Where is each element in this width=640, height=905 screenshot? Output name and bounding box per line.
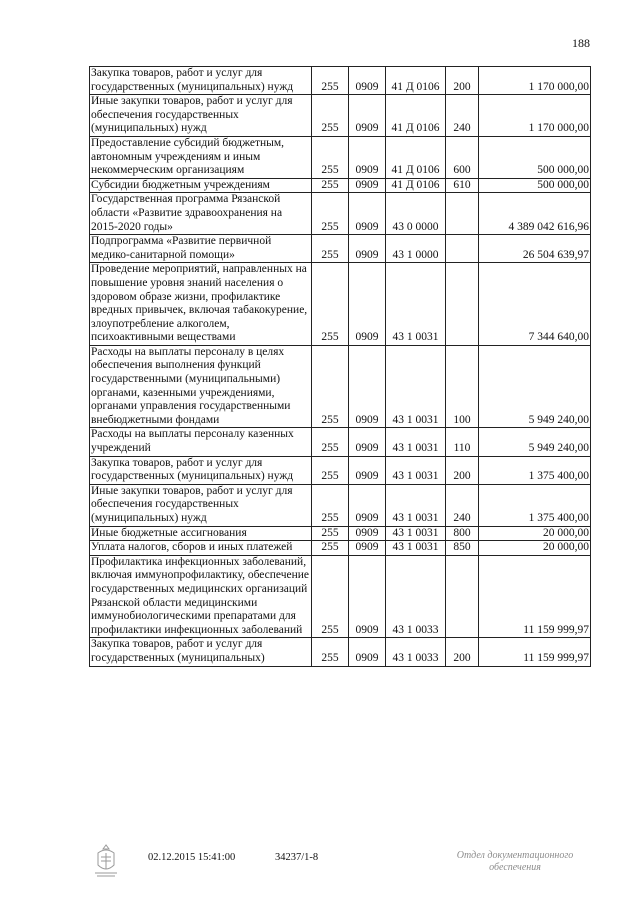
target-article-code-cell: 41 Д 0106 (386, 178, 446, 193)
admin-code-cell: 255 (312, 263, 349, 346)
table-row (90, 555, 591, 638)
table-row (90, 235, 591, 263)
amount-cell: 26 504 639,97 (479, 235, 591, 263)
amount-cell: 1 170 000,00 (479, 67, 591, 95)
expense-type-code-cell: 200 (446, 67, 479, 95)
section-code-cell: 0909 (349, 428, 386, 456)
amount-cell: 4 389 042 616,96 (479, 193, 591, 235)
expense-type-code-cell: 240 (446, 484, 479, 526)
item-name-cell: Иные закупки товаров, работ и услуг для обеспечения государственных (муниципальных) нужд (90, 95, 312, 137)
table-row (90, 136, 591, 178)
amount-cell: 1 375 400,00 (479, 484, 591, 526)
item-name-cell: Государственная программа Рязанской области «Развитие здравоохранения на 2015-2020 годы» (90, 193, 312, 235)
target-article-code-cell: 43 0 0000 (386, 193, 446, 235)
table-row (90, 638, 591, 666)
expense-type-code-cell: 600 (446, 136, 479, 178)
table-row (90, 526, 591, 541)
section-code-cell: 0909 (349, 638, 386, 666)
admin-code-cell: 255 (312, 456, 349, 484)
amount-cell: 20 000,00 (479, 541, 591, 556)
footer-date: 02.12.2015 15:41:00 (148, 852, 236, 863)
amount-cell: 5 949 240,00 (479, 428, 591, 456)
section-code-cell: 0909 (349, 193, 386, 235)
item-name-cell: Расходы на выплаты персоналу казенных учреждений (90, 428, 312, 456)
expense-type-code-cell: 850 (446, 541, 479, 556)
section-code-cell: 0909 (349, 541, 386, 556)
admin-code-cell: 255 (312, 95, 349, 137)
section-code-cell: 0909 (349, 484, 386, 526)
section-code-cell: 0909 (349, 136, 386, 178)
amount-cell: 11 159 999,97 (479, 555, 591, 638)
stamp-line-2: обеспечения (489, 862, 541, 873)
expense-type-code-cell: 100 (446, 345, 479, 428)
target-article-code-cell: 43 1 0000 (386, 235, 446, 263)
expense-type-code-cell: 200 (446, 456, 479, 484)
stamp-line-1: Отдел документационного (456, 850, 574, 861)
amount-cell: 1 170 000,00 (479, 95, 591, 137)
admin-code-cell: 255 (312, 428, 349, 456)
target-article-code-cell: 43 1 0031 (386, 526, 446, 541)
admin-code-cell: 255 (312, 638, 349, 666)
amount-cell: 500 000,00 (479, 178, 591, 193)
item-name-cell: Уплата налогов, сборов и иных платежей (90, 541, 312, 556)
item-name-cell: Закупка товаров, работ и услуг для государственных (муниципальных) нужд (90, 456, 312, 484)
target-article-code-cell: 41 Д 0106 (386, 136, 446, 178)
page-number: 188 (572, 36, 590, 50)
amount-cell: 1 375 400,00 (479, 456, 591, 484)
target-article-code-cell: 43 1 0033 (386, 555, 446, 638)
target-article-code-cell: 43 1 0031 (386, 456, 446, 484)
admin-code-cell: 255 (312, 178, 349, 193)
expense-type-code-cell (446, 263, 479, 346)
table-body (90, 67, 591, 667)
target-article-code-cell: 41 Д 0106 (386, 67, 446, 95)
admin-code-cell: 255 (312, 67, 349, 95)
item-name-cell: Предоставление субсидий бюджетным, автономным учреждениям и иным некоммерческим организациям (90, 136, 312, 178)
expense-type-code-cell (446, 555, 479, 638)
item-name-cell: Расходы на выплаты персоналу в целях обеспечения выполнения функций государственными (муниципальными) органами, казенными учреждениями, органами управления государственными внебюджетными фондами (90, 345, 312, 428)
item-name-cell: Профилактика инфекционных заболеваний, включая иммунопрофилактику, обеспечение государственных медицинских организаций Рязанской области медицинскими иммунобиологическими препаратами для профилактики инфекционных заболеваний (90, 555, 312, 638)
budget-table (89, 66, 591, 667)
expense-type-code-cell: 240 (446, 95, 479, 137)
table-row (90, 541, 591, 556)
item-name-cell: Иные закупки товаров, работ и услуг для обеспечения государственных (муниципальных) нужд (90, 484, 312, 526)
admin-code-cell: 255 (312, 541, 349, 556)
amount-cell: 11 159 999,97 (479, 638, 591, 666)
target-article-code-cell: 43 1 0031 (386, 428, 446, 456)
item-name-cell: Субсидии бюджетным учреждениям (90, 178, 312, 193)
amount-cell: 7 344 640,00 (479, 263, 591, 346)
admin-code-cell: 255 (312, 193, 349, 235)
amount-cell: 5 949 240,00 (479, 345, 591, 428)
section-code-cell: 0909 (349, 526, 386, 541)
section-code-cell: 0909 (349, 263, 386, 346)
table-row (90, 484, 591, 526)
table-row (90, 345, 591, 428)
target-article-code-cell: 43 1 0031 (386, 541, 446, 556)
target-article-code-cell: 43 1 0033 (386, 638, 446, 666)
table-row (90, 428, 591, 456)
section-code-cell: 0909 (349, 456, 386, 484)
table-row (90, 456, 591, 484)
amount-cell: 20 000,00 (479, 526, 591, 541)
expense-type-code-cell (446, 235, 479, 263)
table-row (90, 193, 591, 235)
amount-cell: 500 000,00 (479, 136, 591, 178)
item-name-cell: Иные бюджетные ассигнования (90, 526, 312, 541)
section-code-cell: 0909 (349, 345, 386, 428)
section-code-cell: 0909 (349, 95, 386, 137)
emblem-icon (92, 843, 120, 877)
department-stamp (440, 850, 590, 874)
section-code-cell: 0909 (349, 67, 386, 95)
item-name-cell: Закупка товаров, работ и услуг для государственных (муниципальных) (90, 638, 312, 666)
table-row (90, 67, 591, 95)
table-row (90, 95, 591, 137)
item-name-cell: Закупка товаров, работ и услуг для государственных (муниципальных) нужд (90, 67, 312, 95)
expense-type-code-cell (446, 193, 479, 235)
footer-doc-number: 34237/1-8 (275, 852, 319, 863)
expense-type-code-cell: 800 (446, 526, 479, 541)
table-row (90, 263, 591, 346)
target-article-code-cell: 43 1 0031 (386, 263, 446, 346)
section-code-cell: 0909 (349, 235, 386, 263)
admin-code-cell: 255 (312, 555, 349, 638)
admin-code-cell: 255 (312, 136, 349, 178)
table-row (90, 178, 591, 193)
section-code-cell: 0909 (349, 555, 386, 638)
admin-code-cell: 255 (312, 526, 349, 541)
item-name-cell: Проведение мероприятий, направленных на повышение уровня знаний населения о здоровом образе жизни, профилактике вредных привычек, включая табакокурение, злоупотребление алкоголем, психоактивными веществами (90, 263, 312, 346)
expense-type-code-cell: 610 (446, 178, 479, 193)
admin-code-cell: 255 (312, 345, 349, 428)
expense-type-code-cell: 200 (446, 638, 479, 666)
target-article-code-cell: 41 Д 0106 (386, 95, 446, 137)
admin-code-cell: 255 (312, 235, 349, 263)
admin-code-cell: 255 (312, 484, 349, 526)
item-name-cell: Подпрограмма «Развитие первичной медико-санитарной помощи» (90, 235, 312, 263)
expense-type-code-cell: 110 (446, 428, 479, 456)
target-article-code-cell: 43 1 0031 (386, 345, 446, 428)
target-article-code-cell: 43 1 0031 (386, 484, 446, 526)
section-code-cell: 0909 (349, 178, 386, 193)
